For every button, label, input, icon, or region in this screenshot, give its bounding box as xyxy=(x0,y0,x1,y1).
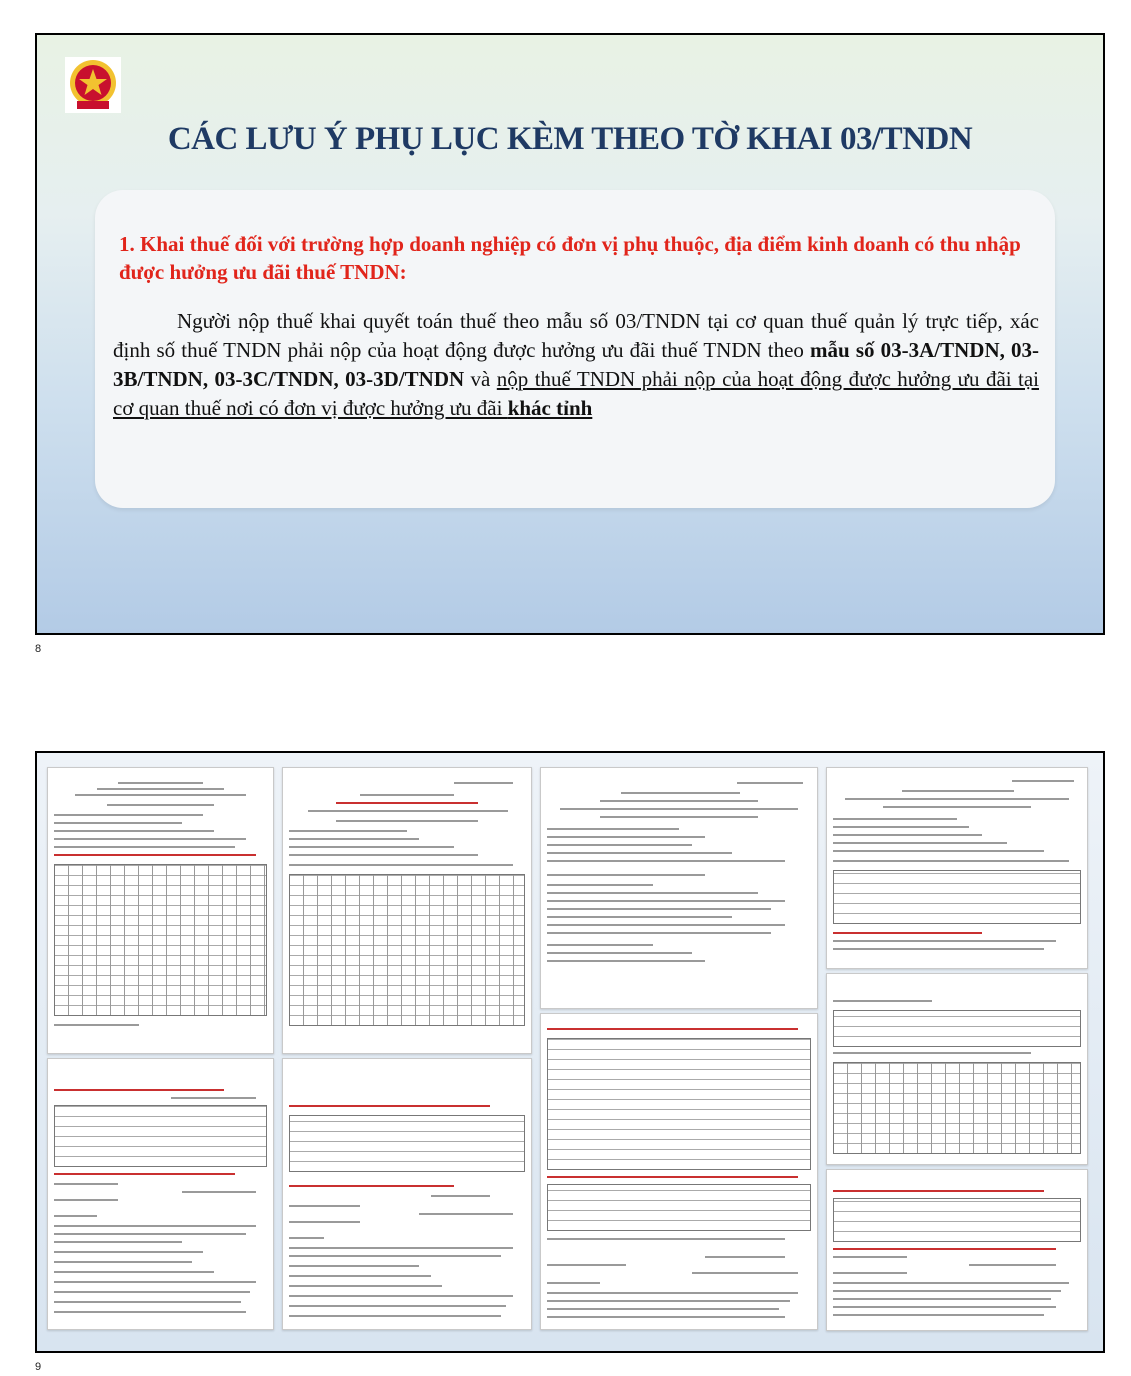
form-03-3B-page2 xyxy=(282,1058,532,1330)
tax-emblem-icon xyxy=(65,57,121,113)
body-underline: nộp thuế TNDN phải nộp của hoạt động được hưởng ưu đãi tại cơ quan thuế nơi có đơn vị được hưởng ưu đãi xyxy=(113,367,1040,420)
form-03-3C-page2 xyxy=(540,1013,818,1330)
content-box xyxy=(95,190,1055,508)
body-part2: và xyxy=(464,367,497,391)
slide-9 xyxy=(35,751,1105,1353)
section-body xyxy=(113,307,1039,423)
body-bold-forms: mẫu số 03-3A/TNDN, 03-3B/TNDN, 03-3C/TNDN, 03-3D/TNDN xyxy=(113,338,1039,391)
slide-title: CÁC LƯU Ý PHỤ LỤC KÈM THEO TỜ KHAI 03/TNDN xyxy=(167,121,973,157)
form-03-3B-page1 xyxy=(282,767,532,1054)
form-03-3A-page2 xyxy=(47,1058,274,1330)
section-heading: 1. Khai thuế đối với trường hợp doanh nghiệp có đơn vị phụ thuộc, địa điểm kinh doanh có thu nhập được hưởng ưu đãi thuế TNDN: xyxy=(119,232,1021,284)
form-03-3C-page1 xyxy=(540,767,818,1009)
form-03-3D-page1 xyxy=(826,767,1088,969)
body-bold-underline: khác tỉnh xyxy=(507,396,593,420)
page-number-9: 9 xyxy=(35,1361,42,1373)
slide-8 xyxy=(35,33,1105,635)
form-03-3D-page2 xyxy=(826,973,1088,1165)
form-03-3A-page1 xyxy=(47,767,274,1054)
form-03-3D-page3 xyxy=(826,1169,1088,1331)
page-number-8: 8 xyxy=(35,643,42,655)
body-part1: Người nộp thuế khai quyết toán thuế theo mẫu số 03/TNDN tại cơ quan thuế quản lý trực tiếp, xác định số thuế TNDN phải nộp của hoạt động được hưởng ưu đãi thuế TNDN theo xyxy=(113,309,1039,362)
